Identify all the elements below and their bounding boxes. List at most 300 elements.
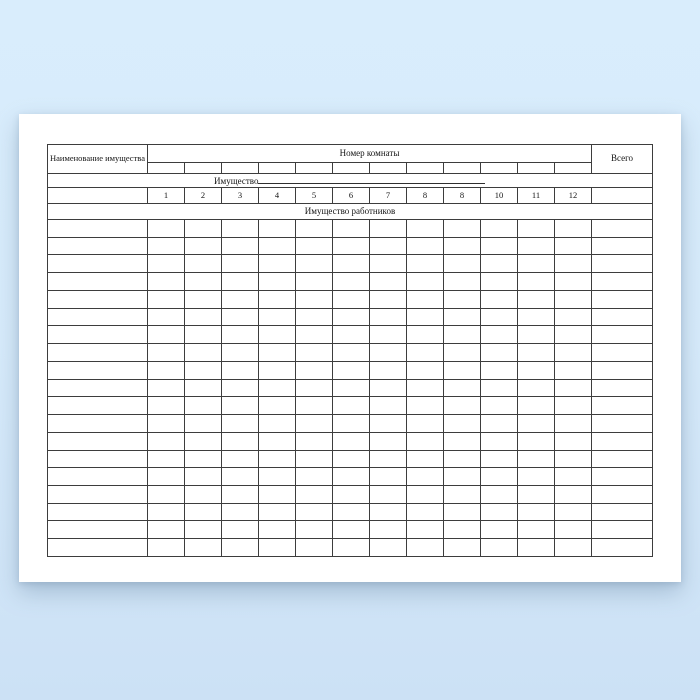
room-value-cell xyxy=(481,326,518,344)
room-value-cell xyxy=(407,255,444,273)
item-name-cell xyxy=(48,326,148,344)
room-value-cell xyxy=(185,326,222,344)
room-value-cell xyxy=(518,432,555,450)
room-value-cell xyxy=(259,468,296,486)
room-value-cell xyxy=(555,503,592,521)
room-value-cell xyxy=(333,308,370,326)
room-value-cell xyxy=(370,361,407,379)
room-subcell xyxy=(333,163,370,174)
room-value-cell xyxy=(333,290,370,308)
column-number-cell-6: 6 xyxy=(333,188,370,204)
room-value-cell xyxy=(407,290,444,308)
column-number-cell-7: 7 xyxy=(370,188,407,204)
employees-property-row xyxy=(48,204,653,220)
room-value-cell xyxy=(481,468,518,486)
room-value-cell xyxy=(333,415,370,433)
room-value-cell xyxy=(518,450,555,468)
room-value-cell xyxy=(555,344,592,362)
total-value-cell xyxy=(592,255,653,273)
item-name-cell xyxy=(48,432,148,450)
item-name-cell xyxy=(48,539,148,557)
room-value-cell xyxy=(518,486,555,504)
room-value-cell xyxy=(444,237,481,255)
room-value-cell xyxy=(555,432,592,450)
item-name-cell xyxy=(48,220,148,238)
room-value-cell xyxy=(333,273,370,291)
room-value-cell xyxy=(296,415,333,433)
room-value-cell xyxy=(148,220,185,238)
column-number-cell-1: 1 xyxy=(148,188,185,204)
room-value-cell xyxy=(259,379,296,397)
room-value-cell xyxy=(222,415,259,433)
room-value-cell xyxy=(259,290,296,308)
room-value-cell xyxy=(296,290,333,308)
employees-property-header: Имущество работников xyxy=(48,204,653,220)
room-value-cell xyxy=(185,290,222,308)
numbers-row-total-blank-cell xyxy=(592,188,653,204)
room-value-cell xyxy=(333,344,370,362)
item-name-cell xyxy=(48,290,148,308)
room-value-cell xyxy=(518,273,555,291)
room-value-cell xyxy=(555,415,592,433)
table-body xyxy=(48,145,653,557)
room-value-cell xyxy=(259,255,296,273)
column-number-cell-9: 8 xyxy=(444,188,481,204)
room-value-cell xyxy=(518,220,555,238)
room-subcell xyxy=(370,163,407,174)
room-value-cell xyxy=(148,486,185,504)
room-value-cell xyxy=(481,220,518,238)
room-value-cell xyxy=(518,503,555,521)
room-value-cell xyxy=(259,326,296,344)
property-line-row xyxy=(48,174,653,188)
total-value-cell xyxy=(592,432,653,450)
room-value-cell xyxy=(407,344,444,362)
room-value-cell xyxy=(333,220,370,238)
room-value-cell xyxy=(333,255,370,273)
room-value-cell xyxy=(148,326,185,344)
numbers-row-left-blank-cell xyxy=(48,188,148,204)
room-value-cell xyxy=(185,273,222,291)
room-value-cell xyxy=(333,503,370,521)
total-value-cell xyxy=(592,539,653,557)
item-name-cell xyxy=(48,237,148,255)
room-subcell xyxy=(518,163,555,174)
column-numbers-row xyxy=(48,188,653,204)
room-value-cell xyxy=(259,539,296,557)
room-value-cell xyxy=(555,539,592,557)
room-value-cell xyxy=(518,361,555,379)
table-row xyxy=(48,290,653,308)
room-value-cell xyxy=(296,521,333,539)
room-value-cell xyxy=(481,539,518,557)
room-value-cell xyxy=(148,415,185,433)
room-value-cell xyxy=(296,273,333,291)
room-value-cell xyxy=(296,361,333,379)
room-value-cell xyxy=(518,397,555,415)
item-name-cell xyxy=(48,379,148,397)
column-number-cell-8: 8 xyxy=(407,188,444,204)
room-value-cell xyxy=(518,344,555,362)
total-value-cell xyxy=(592,326,653,344)
room-value-cell xyxy=(370,432,407,450)
room-value-cell xyxy=(555,255,592,273)
room-value-cell xyxy=(444,468,481,486)
room-value-cell xyxy=(407,237,444,255)
total-value-cell xyxy=(592,415,653,433)
property-line-cell xyxy=(48,174,653,188)
column-number-cell-5: 5 xyxy=(296,188,333,204)
room-value-cell xyxy=(518,255,555,273)
column-number-cell-3: 3 xyxy=(222,188,259,204)
room-value-cell xyxy=(222,237,259,255)
room-subcell xyxy=(148,163,185,174)
table-row xyxy=(48,379,653,397)
room-value-cell xyxy=(296,539,333,557)
room-value-cell xyxy=(555,290,592,308)
room-value-cell xyxy=(296,237,333,255)
room-value-cell xyxy=(148,397,185,415)
room-value-cell xyxy=(333,468,370,486)
room-value-cell xyxy=(370,468,407,486)
room-value-cell xyxy=(444,326,481,344)
room-value-cell xyxy=(259,344,296,362)
item-name-cell xyxy=(48,361,148,379)
total-value-cell xyxy=(592,450,653,468)
room-value-cell xyxy=(407,450,444,468)
table-row xyxy=(48,220,653,238)
room-value-cell xyxy=(481,308,518,326)
room-value-cell xyxy=(444,290,481,308)
room-value-cell xyxy=(333,486,370,504)
room-value-cell xyxy=(185,468,222,486)
table-row xyxy=(48,361,653,379)
room-value-cell xyxy=(185,220,222,238)
room-value-cell xyxy=(222,273,259,291)
room-value-cell xyxy=(407,308,444,326)
room-value-cell xyxy=(481,273,518,291)
room-value-cell xyxy=(222,361,259,379)
room-value-cell xyxy=(444,415,481,433)
room-value-cell xyxy=(481,521,518,539)
room-value-cell xyxy=(444,308,481,326)
room-value-cell xyxy=(333,432,370,450)
room-value-cell xyxy=(296,255,333,273)
room-value-cell xyxy=(185,237,222,255)
item-name-cell xyxy=(48,397,148,415)
room-value-cell xyxy=(148,450,185,468)
column-number-cell-10: 10 xyxy=(481,188,518,204)
room-value-cell xyxy=(444,539,481,557)
room-value-cell xyxy=(296,308,333,326)
room-value-cell xyxy=(222,503,259,521)
room-value-cell xyxy=(296,326,333,344)
room-value-cell xyxy=(407,326,444,344)
room-value-cell xyxy=(222,468,259,486)
room-value-cell xyxy=(148,255,185,273)
room-value-cell xyxy=(259,361,296,379)
room-value-cell xyxy=(148,539,185,557)
room-value-cell xyxy=(407,521,444,539)
item-name-cell xyxy=(48,255,148,273)
room-value-cell xyxy=(555,521,592,539)
room-value-cell xyxy=(222,308,259,326)
table-row xyxy=(48,432,653,450)
room-value-cell xyxy=(518,379,555,397)
room-value-cell xyxy=(370,503,407,521)
room-value-cell xyxy=(407,379,444,397)
room-value-cell xyxy=(407,468,444,486)
room-number-header: Номер комнаты xyxy=(148,145,592,163)
room-value-cell xyxy=(370,415,407,433)
room-value-cell xyxy=(370,344,407,362)
room-value-cell xyxy=(481,503,518,521)
room-value-cell xyxy=(333,521,370,539)
room-value-cell xyxy=(481,344,518,362)
room-value-cell xyxy=(222,344,259,362)
room-value-cell xyxy=(370,326,407,344)
room-value-cell xyxy=(259,521,296,539)
inventory-table xyxy=(47,144,653,557)
room-value-cell xyxy=(370,273,407,291)
room-value-cell xyxy=(333,379,370,397)
item-name-cell xyxy=(48,486,148,504)
total-value-cell xyxy=(592,308,653,326)
room-value-cell xyxy=(444,397,481,415)
room-value-cell xyxy=(444,255,481,273)
room-value-cell xyxy=(296,379,333,397)
total-column-header: Всего xyxy=(592,145,653,174)
room-subcell xyxy=(259,163,296,174)
room-value-cell xyxy=(407,415,444,433)
table-row xyxy=(48,486,653,504)
table-row xyxy=(48,237,653,255)
room-value-cell xyxy=(444,379,481,397)
room-value-cell xyxy=(185,539,222,557)
room-value-cell xyxy=(185,415,222,433)
room-value-cell xyxy=(444,361,481,379)
room-value-cell xyxy=(333,397,370,415)
total-value-cell xyxy=(592,468,653,486)
fill-in-blank-line xyxy=(258,175,485,184)
room-value-cell xyxy=(370,290,407,308)
table-row xyxy=(48,521,653,539)
room-value-cell xyxy=(444,273,481,291)
room-value-cell xyxy=(444,344,481,362)
item-name-cell xyxy=(48,521,148,539)
total-value-cell xyxy=(592,503,653,521)
table-row xyxy=(48,344,653,362)
item-name-cell xyxy=(48,450,148,468)
room-value-cell xyxy=(370,379,407,397)
room-value-cell xyxy=(185,397,222,415)
item-name-cell xyxy=(48,503,148,521)
room-value-cell xyxy=(481,361,518,379)
item-name-cell xyxy=(48,344,148,362)
room-value-cell xyxy=(148,308,185,326)
room-value-cell xyxy=(518,326,555,344)
room-value-cell xyxy=(407,539,444,557)
total-value-cell xyxy=(592,273,653,291)
room-value-cell xyxy=(555,308,592,326)
room-value-cell xyxy=(259,237,296,255)
room-value-cell xyxy=(370,237,407,255)
room-value-cell xyxy=(481,486,518,504)
room-value-cell xyxy=(185,503,222,521)
table-row xyxy=(48,415,653,433)
room-value-cell xyxy=(259,486,296,504)
room-value-cell xyxy=(407,361,444,379)
room-subcell xyxy=(222,163,259,174)
room-value-cell xyxy=(296,503,333,521)
table-row xyxy=(48,326,653,344)
room-value-cell xyxy=(259,415,296,433)
room-value-cell xyxy=(481,450,518,468)
room-value-cell xyxy=(370,220,407,238)
room-value-cell xyxy=(222,255,259,273)
room-value-cell xyxy=(481,255,518,273)
room-value-cell xyxy=(185,432,222,450)
room-value-cell xyxy=(444,220,481,238)
room-value-cell xyxy=(370,255,407,273)
room-value-cell xyxy=(555,468,592,486)
header-row-top xyxy=(48,145,653,163)
room-value-cell xyxy=(222,521,259,539)
room-value-cell xyxy=(518,468,555,486)
column-number-cell-4: 4 xyxy=(259,188,296,204)
room-value-cell xyxy=(444,521,481,539)
room-value-cell xyxy=(185,308,222,326)
room-value-cell xyxy=(407,273,444,291)
table-row xyxy=(48,255,653,273)
room-value-cell xyxy=(481,379,518,397)
total-value-cell xyxy=(592,290,653,308)
room-value-cell xyxy=(518,521,555,539)
room-value-cell xyxy=(407,432,444,450)
room-value-cell xyxy=(333,237,370,255)
room-value-cell xyxy=(444,486,481,504)
room-value-cell xyxy=(148,432,185,450)
room-value-cell xyxy=(222,220,259,238)
room-value-cell xyxy=(444,450,481,468)
column-number-cell-12: 12 xyxy=(555,188,592,204)
room-value-cell xyxy=(222,486,259,504)
room-value-cell xyxy=(296,344,333,362)
room-subcell xyxy=(296,163,333,174)
column-number-cell-11: 11 xyxy=(518,188,555,204)
room-value-cell xyxy=(148,503,185,521)
room-value-cell xyxy=(222,450,259,468)
room-value-cell xyxy=(555,450,592,468)
item-name-cell xyxy=(48,308,148,326)
room-value-cell xyxy=(518,308,555,326)
room-value-cell xyxy=(555,237,592,255)
room-value-cell xyxy=(259,397,296,415)
room-value-cell xyxy=(148,379,185,397)
paper-sheet xyxy=(19,114,681,582)
total-value-cell xyxy=(592,237,653,255)
room-value-cell xyxy=(148,521,185,539)
room-value-cell xyxy=(370,450,407,468)
room-subcell xyxy=(407,163,444,174)
room-value-cell xyxy=(296,432,333,450)
table-row xyxy=(48,503,653,521)
room-value-cell xyxy=(407,503,444,521)
room-value-cell xyxy=(222,290,259,308)
room-value-cell xyxy=(407,397,444,415)
room-value-cell xyxy=(370,397,407,415)
room-subcell xyxy=(185,163,222,174)
room-value-cell xyxy=(259,503,296,521)
room-value-cell xyxy=(185,450,222,468)
table-row xyxy=(48,397,653,415)
total-value-cell xyxy=(592,220,653,238)
room-value-cell xyxy=(370,521,407,539)
total-value-cell xyxy=(592,379,653,397)
room-value-cell xyxy=(185,344,222,362)
room-value-cell xyxy=(555,326,592,344)
room-value-cell xyxy=(555,486,592,504)
room-value-cell xyxy=(333,450,370,468)
room-value-cell xyxy=(555,361,592,379)
room-value-cell xyxy=(518,290,555,308)
item-name-cell xyxy=(48,468,148,486)
room-subcell xyxy=(481,163,518,174)
room-value-cell xyxy=(222,397,259,415)
room-value-cell xyxy=(555,273,592,291)
room-value-cell xyxy=(296,220,333,238)
room-value-cell xyxy=(296,397,333,415)
name-column-header: Наименование имущества xyxy=(48,145,148,174)
total-value-cell xyxy=(592,521,653,539)
room-value-cell xyxy=(407,486,444,504)
room-value-cell xyxy=(185,379,222,397)
room-subcell xyxy=(444,163,481,174)
room-value-cell xyxy=(333,326,370,344)
room-value-cell xyxy=(259,273,296,291)
room-value-cell xyxy=(518,415,555,433)
room-value-cell xyxy=(333,539,370,557)
room-value-cell xyxy=(185,486,222,504)
room-value-cell xyxy=(370,539,407,557)
room-value-cell xyxy=(259,432,296,450)
total-value-cell xyxy=(592,397,653,415)
room-value-cell xyxy=(148,237,185,255)
room-value-cell xyxy=(259,220,296,238)
table-row xyxy=(48,450,653,468)
room-value-cell xyxy=(222,379,259,397)
room-value-cell xyxy=(481,415,518,433)
room-value-cell xyxy=(370,308,407,326)
room-value-cell xyxy=(481,237,518,255)
total-value-cell xyxy=(592,486,653,504)
room-value-cell xyxy=(555,397,592,415)
room-value-cell xyxy=(148,273,185,291)
column-number-cell-2: 2 xyxy=(185,188,222,204)
room-value-cell xyxy=(296,450,333,468)
room-value-cell xyxy=(259,308,296,326)
room-value-cell xyxy=(148,290,185,308)
table-row xyxy=(48,273,653,291)
table-row xyxy=(48,468,653,486)
room-value-cell xyxy=(555,379,592,397)
room-value-cell xyxy=(518,539,555,557)
room-value-cell xyxy=(185,255,222,273)
property-line-label: Имущество xyxy=(214,175,259,186)
room-value-cell xyxy=(444,432,481,450)
room-value-cell xyxy=(407,220,444,238)
room-value-cell xyxy=(222,326,259,344)
